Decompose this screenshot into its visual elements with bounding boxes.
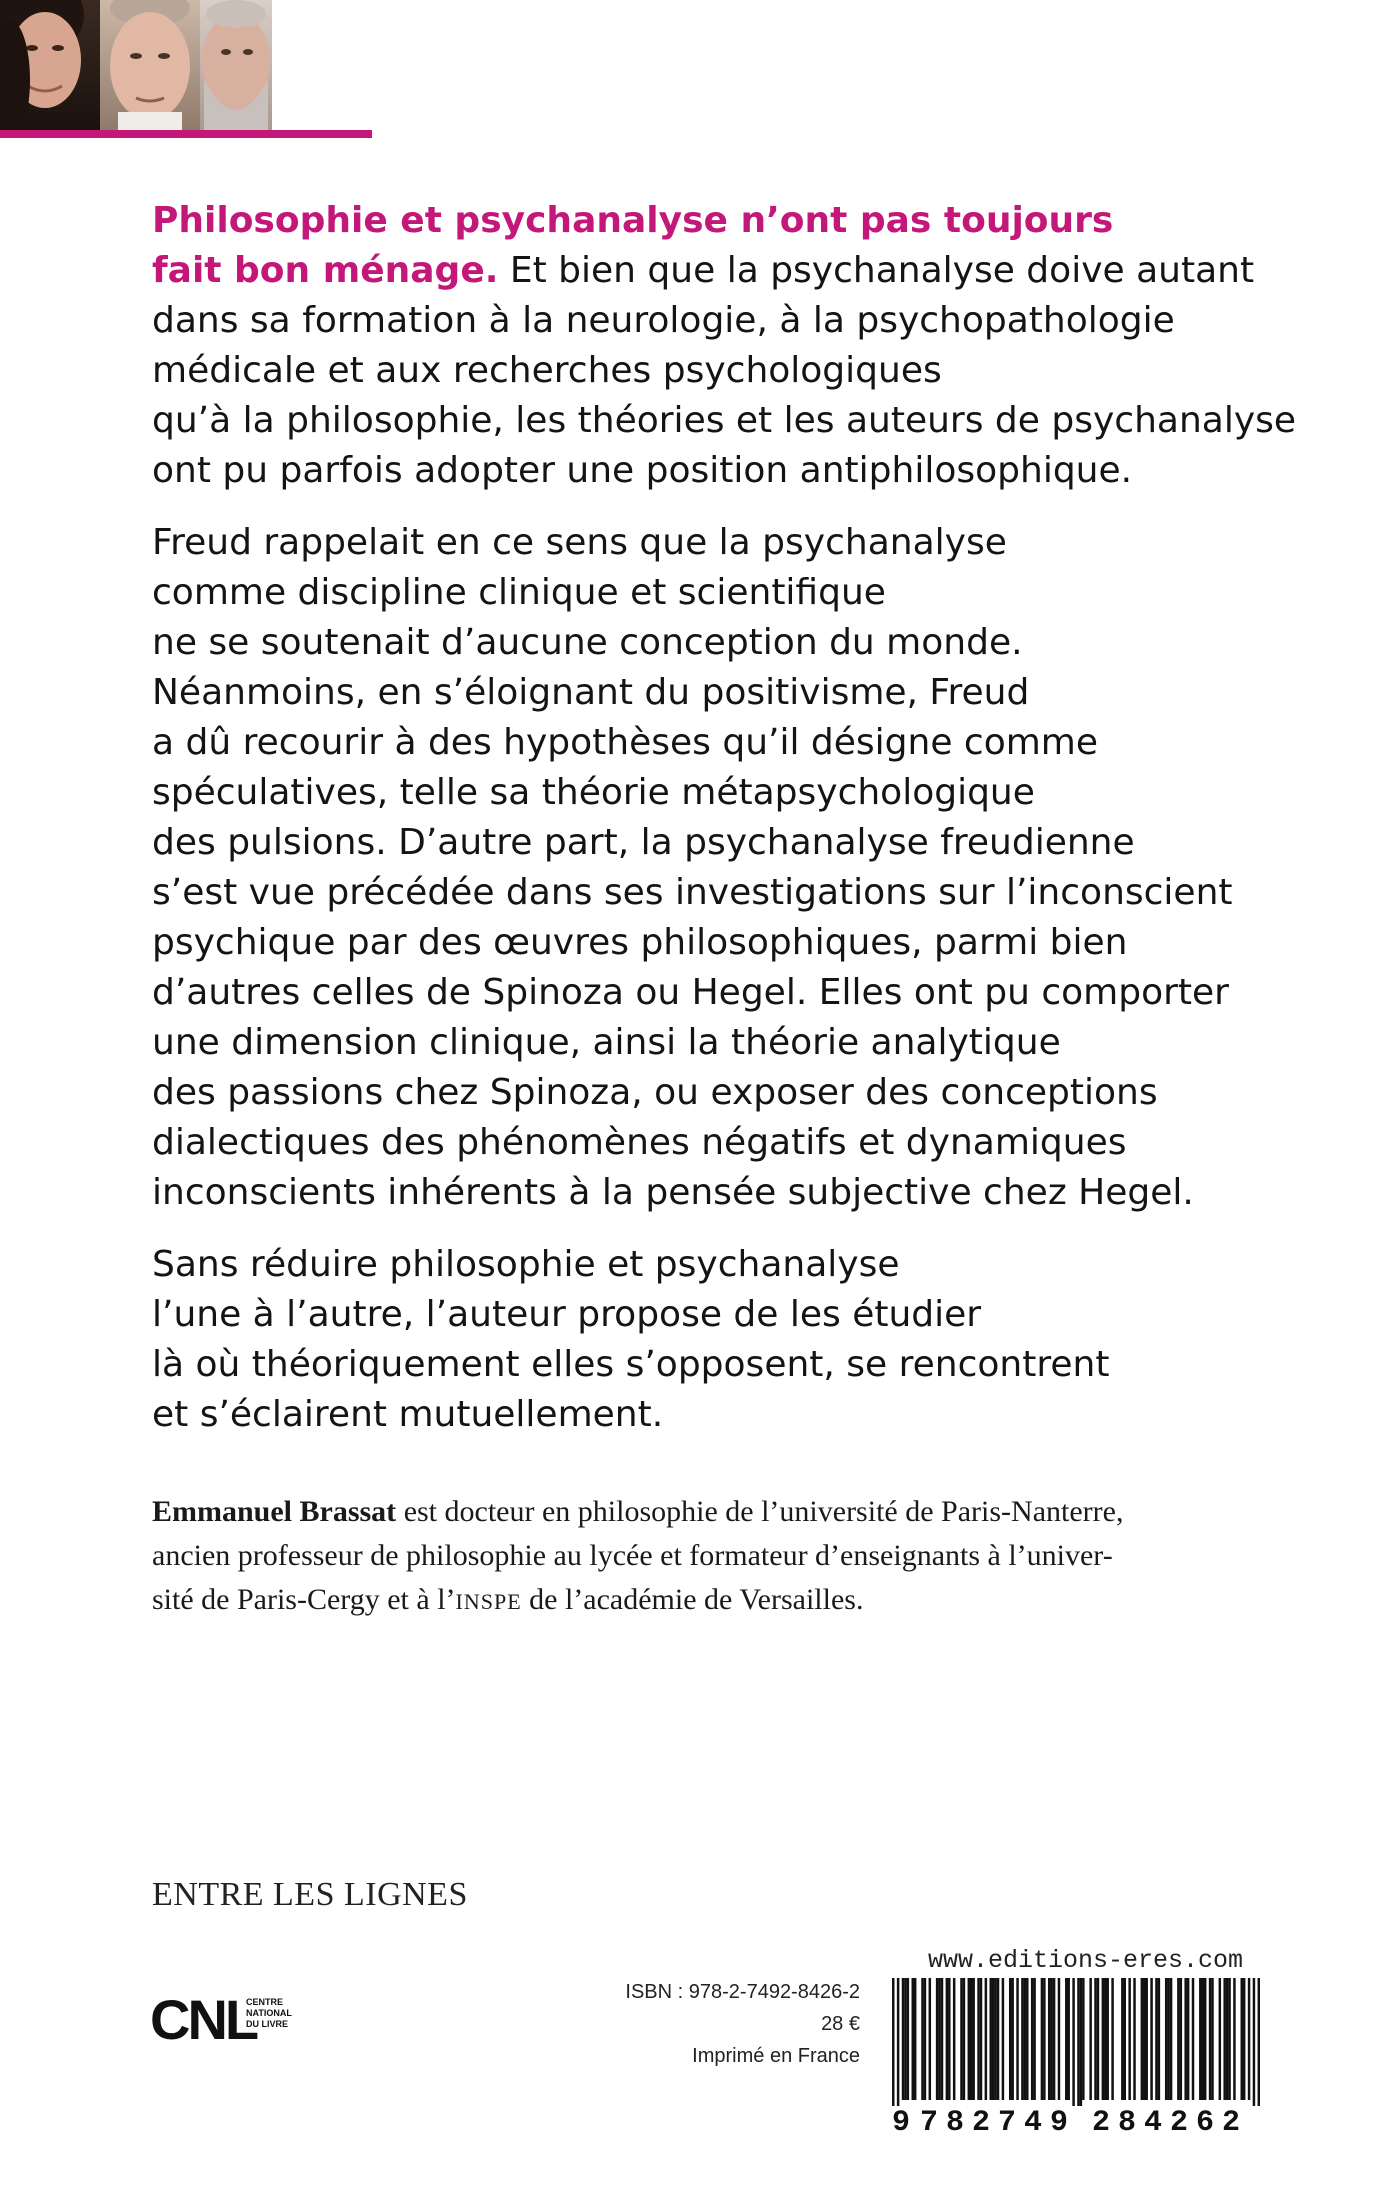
barcode-bar — [892, 1978, 894, 2106]
barcode-bar — [1053, 1978, 1055, 2100]
barcode-bar — [1009, 1978, 1011, 2100]
blurb-line: s’est vue précédée dans ses investigations sur l’inconscient — [152, 872, 1233, 913]
barcode-bar — [929, 1978, 931, 2100]
blurb-line: qu’à la philosophie, les théories et les auteurs de psychanalyse — [152, 400, 1297, 441]
barcode-bar — [1111, 1978, 1113, 2100]
barcode-bar — [1104, 1978, 1106, 2100]
blurb-paragraph-1 — [152, 196, 1302, 496]
barcode-bar — [1094, 1978, 1096, 2100]
blurb-line: inconscients inhérents à la pensée subjective chez Hegel. — [152, 1172, 1194, 1213]
barcode-bar — [980, 1978, 982, 2100]
barcode-bar — [1067, 1978, 1069, 2100]
blurb-line: médicale et aux recherches psychologiques — [152, 350, 942, 391]
barcode-bar — [1089, 1978, 1091, 2100]
publication-info — [520, 1976, 860, 2072]
barcode-bar — [1150, 1978, 1152, 2100]
blurb-line: et s’éclairent mutuellement. — [152, 1394, 664, 1435]
blurb-line: une dimension clinique, ainsi la théorie analytique — [152, 1022, 1061, 1063]
barcode-bar — [977, 1978, 979, 2100]
barcode-bar — [946, 1978, 948, 2100]
barcode-bar — [972, 1978, 974, 2100]
barcode-bar — [948, 1978, 950, 2100]
barcode-bar — [936, 1978, 938, 2100]
bio-line: ancien professeur de philosophie au lycée et formateur d’enseignants à l’univer- — [152, 1539, 1113, 1572]
author-name: Emmanuel Brassat — [152, 1495, 397, 1528]
barcode-bar — [1165, 1978, 1167, 2100]
blurb-line: des passions chez Spinoza, ou exposer des conceptions — [152, 1072, 1158, 1113]
barcode — [892, 1978, 1260, 2106]
barcode-bar — [1184, 1978, 1186, 2100]
bio-text: sité de Paris-Cergy et à l’ — [152, 1583, 456, 1616]
barcode-bar — [1133, 1978, 1135, 2100]
blurb-line: dialectiques des phénomènes négatifs et dynamiques — [152, 1122, 1127, 1163]
barcode-bar — [1180, 1978, 1182, 2100]
barcode-bar — [1077, 1978, 1079, 2106]
blurb-line: comme discipline clinique et scientifique — [152, 572, 886, 613]
barcode-bar — [1187, 1978, 1189, 2100]
bio-text: de l’académie de Versailles. — [521, 1583, 864, 1616]
barcode-bar — [1204, 1978, 1206, 2100]
barcode-bar — [989, 1978, 991, 2100]
barcode-bar — [1106, 1978, 1108, 2100]
barcode-bar — [1241, 1978, 1243, 2100]
website-url: www.editions-eres.com — [928, 1946, 1244, 1975]
author-bio — [152, 1490, 1272, 1624]
barcode-bar — [1128, 1978, 1130, 2100]
blurb-line: a dû recourir à des hypothèses qu’il désigne comme — [152, 722, 1099, 763]
barcode-bar — [1102, 1978, 1104, 2100]
logo-caption: CENTRE — [246, 1997, 284, 2007]
barcode-bar — [1155, 1978, 1157, 2100]
barcode-bar — [912, 1978, 914, 2100]
barcode-bar — [985, 1978, 987, 2100]
barcode-bar — [1170, 1978, 1172, 2100]
barcode-bar — [1031, 1978, 1033, 2100]
barcode-bar — [960, 1978, 962, 2100]
barcode-bar — [938, 1978, 940, 2100]
barcode-bar — [1050, 1978, 1052, 2100]
blurb-line: là où théoriquement elles s’opposent, se rencontrent — [152, 1344, 1110, 1385]
barcode-bar — [1258, 1978, 1260, 2106]
barcode-bar — [907, 1978, 909, 2100]
barcode-bar — [994, 1978, 996, 2100]
barcode-bar — [1243, 1978, 1245, 2100]
isbn: ISBN : 978-2-7492-8426-2 — [625, 1981, 860, 2003]
barcode-bar — [963, 1978, 965, 2100]
barcode-bar — [1226, 1978, 1228, 2100]
barcode-bar — [1082, 1978, 1084, 2100]
barcode-bar — [1192, 1978, 1194, 2100]
barcode-bar — [1253, 1978, 1255, 2106]
blurb-line: ont pu parfois adopter une position antiphilosophique. — [152, 450, 1133, 491]
barcode-bar — [1202, 1978, 1204, 2100]
barcode-bar — [904, 1978, 906, 2100]
barcode-bar — [1124, 1978, 1126, 2100]
bio-line — [152, 1490, 1272, 1534]
barcode-bar — [1033, 1978, 1035, 2100]
barcode-bar — [897, 1978, 899, 2106]
barcode-bar — [1177, 1978, 1179, 2100]
barcode-bar — [1065, 1978, 1067, 2100]
barcode-digit-group: 9 — [892, 2106, 911, 2140]
collection-name: ENTRE LES LIGNES — [152, 1876, 468, 1913]
blurb-paragraph-2 — [152, 518, 1302, 1218]
barcode-bar — [924, 1978, 926, 2100]
barcode-bar — [1145, 1978, 1147, 2100]
barcode-bar — [997, 1978, 999, 2100]
blurb-line — [152, 246, 1302, 296]
barcode-bar — [1223, 1978, 1225, 2100]
barcode-digits — [892, 2106, 1260, 2146]
barcode-bar — [1158, 1978, 1160, 2100]
barcode-bar — [1016, 1978, 1018, 2100]
blurb-paragraph-3 — [152, 1240, 1302, 1440]
barcode-bar — [1219, 1978, 1221, 2100]
portraits-image — [0, 0, 272, 130]
blurb-line: psychique par des œuvres philosophiques, parmi bien — [152, 922, 1128, 963]
blurb-line: des pulsions. D’autre part, la psychanalyse freudienne — [152, 822, 1135, 863]
barcode-bar — [1199, 1978, 1201, 2100]
logo-caption: DU LIVRE — [246, 2019, 289, 2029]
barcode-bar — [1209, 1978, 1211, 2100]
blurb-accent-line: fait bon ménage. — [152, 250, 499, 291]
barcode-bar — [1167, 1978, 1169, 2100]
bio-line — [152, 1578, 1272, 1624]
barcode-bar — [1080, 1978, 1082, 2106]
blurb-accent-tail: Et bien que la psychanalyse doive autant — [498, 250, 1255, 291]
blurb-line: spéculatives, telle sa théorie métapsychologique — [152, 772, 1035, 813]
blurb-line: dans sa formation à la neurologie, à la psychopathologie — [152, 300, 1175, 341]
barcode-digit-group: 284262 — [1092, 2106, 1249, 2140]
blurb-line: ne se soutenait d’aucune conception du monde. — [152, 622, 1023, 663]
barcode-bar — [992, 1978, 994, 2100]
barcode-bar — [902, 1978, 904, 2100]
blurb-line: Sans réduire philosophie et psychanalyse — [152, 1244, 900, 1285]
blurb-line: Néanmoins, en s’éloignant du positivisme, Freud — [152, 672, 1030, 713]
barcode-bar — [1143, 1978, 1145, 2100]
barcode-bar — [1248, 1978, 1250, 2100]
barcode-bar — [1211, 1978, 1213, 2100]
price: 28 € — [821, 2013, 860, 2035]
barcode-bar — [1072, 1978, 1074, 2106]
logo-caption: NATIONAL — [246, 2008, 292, 2018]
barcode-bar — [1026, 1978, 1028, 2100]
barcode-bar — [1228, 1978, 1230, 2100]
barcode-bar — [921, 1978, 923, 2100]
barcode-bar — [1121, 1978, 1123, 2100]
barcode-bar — [1024, 1978, 1026, 2100]
barcode-bar — [1058, 1978, 1060, 2100]
cnl-logo — [150, 1985, 320, 2055]
logo-letters: CNL — [150, 1988, 257, 2051]
blurb — [152, 196, 1302, 1462]
barcode-bar — [1043, 1978, 1045, 2100]
barcode-bar — [953, 1978, 955, 2100]
barcode-bar — [968, 1978, 970, 2100]
bio-text: est docteur en philosophie de l’université de Paris-Nanterre, — [396, 1495, 1124, 1528]
blurb-line: l’une à l’autre, l’auteur propose de les étudier — [152, 1294, 982, 1335]
barcode-bar — [914, 1978, 916, 2100]
blurb-accent-line: Philosophie et psychanalyse n’ont pas toujours — [152, 200, 1114, 241]
barcode-bar — [1002, 1978, 1004, 2100]
barcode-bar — [941, 1978, 943, 2100]
barcode-bar — [1141, 1978, 1143, 2100]
accent-rule — [0, 130, 372, 138]
inspe-abbrev: INSPE — [455, 1589, 522, 1614]
barcode-bar — [1233, 1978, 1235, 2100]
barcode-bar — [1048, 1978, 1050, 2100]
barcode-digit-group: 782749 — [920, 2106, 1077, 2140]
blurb-line: d’autres celles de Spinoza ou Hegel. Elles ont pu comporter — [152, 972, 1229, 1013]
blurb-line: Freud rappelait en ce sens que la psychanalyse — [152, 522, 1007, 563]
barcode-bar — [1097, 1978, 1099, 2100]
barcode-bar — [1011, 1978, 1013, 2100]
printed-in: Imprimé en France — [692, 2045, 860, 2067]
barcode-bar — [970, 1978, 972, 2100]
barcode-bar — [1041, 1978, 1043, 2100]
barcode-bar — [1021, 1978, 1023, 2100]
